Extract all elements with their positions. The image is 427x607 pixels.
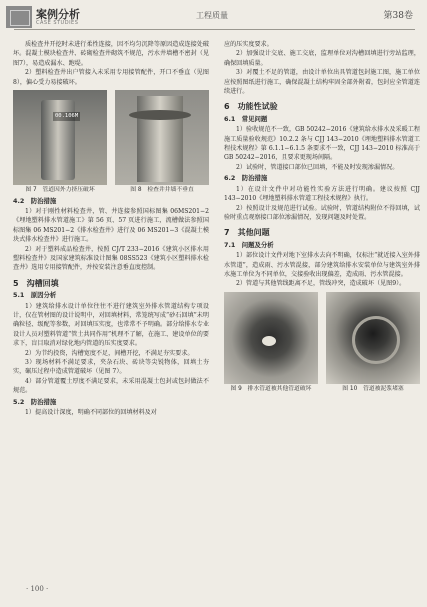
category-title: 案例分析 — [36, 8, 80, 21]
section-heading: 6 功能性试验 — [224, 102, 278, 112]
paragraph: 1）部位设计文件对地下室排水去向不明确，仅标注“就近接入室外排水管道”，造成雨、污水管混接，部分建筑给排水安装单位与建筑室外排水施工单位为不同单位，交接验收出现偏差，造成雨、污水管混接。 — [224, 252, 420, 278]
section-heading: 6.2 防治措施 — [224, 174, 268, 183]
paragraph: 2）对于塑料成品检查井，按照 CJ/T 233−2016《建筑小区排水用塑料检查井》及国家建筑标准设计图集 08SS523《建筑小区塑料排水检查井》选用专用接管配件，并按安装注意垂直度控制。 — [13, 245, 209, 272]
paragraph: 3）对覆土不足的管道，由设计单位出具管道包封施工图，施工单位应按照图纸进行施工，确保混凝土结构牢固全部外附着，包封应全管道连续进行。 — [224, 69, 420, 96]
manhole-photo — [115, 90, 209, 185]
paragraph: 2）试验时，管道接口部位已回填，不能及时发现渗漏情况。 — [236, 163, 399, 171]
paragraph: 2）按照设计及规范进行试验。试验时，管道结构附位不得回填，试验时重点观察接口部位渗漏情况，发现问题及时处置。 — [224, 204, 420, 221]
manhole-shaft-icon — [137, 96, 183, 182]
section-heading: 7.1 问题及分析 — [224, 240, 274, 249]
figure-7 — [13, 90, 107, 195]
volume-number: 第38卷 — [383, 11, 413, 21]
paragraph: 3）现场材料不满足要求，夹杂石块、砖块等尖锐物体，回填土夯实，碾压过程中造成管道破坏（见图 7）。 — [13, 359, 209, 376]
header-divider — [14, 29, 415, 30]
page-number: · 100 · — [26, 585, 49, 593]
pipe-ring-icon — [352, 316, 400, 364]
paragraph: 2）加强设计交底、施工交底，监理单位对沟槽回填进行旁站监理，确保回填质量。 — [224, 50, 420, 67]
paragraph: 4）部分管道覆土厚度不满足要求，未采用混凝土包封或包封做法不规范。 — [13, 377, 209, 395]
section-heading: 4.2 防治措施 — [13, 196, 57, 205]
manhole-ring-icon — [129, 110, 191, 120]
right-column — [224, 40, 420, 394]
section-heading: 5 沟槽回填 — [13, 278, 59, 288]
figure-caption: 图 10 管道被泥浆堵塞 — [342, 385, 404, 392]
paragraph: 应的压实度要求。 — [224, 41, 273, 48]
section-heading: 5.1 原因分析 — [13, 291, 57, 300]
figure-caption: 图 7 管道因外力挤压破坏 — [25, 187, 95, 194]
pipe-damage-photo — [13, 90, 107, 185]
paragraph: 1）在设计文件中对功能性实验方法进行明确。建议按照 CJJ 143−2010《埋地塑料排水管道工程技术规程》执行。 — [224, 185, 420, 203]
category-subtitle: CASE STUDIES — [36, 20, 79, 26]
page-header — [0, 0, 427, 36]
figure-8 — [115, 90, 209, 195]
section-heading: 5.2 防治措施 — [13, 397, 57, 406]
pipe-blockage-photo — [326, 292, 420, 384]
paragraph: 2）管道与其他管线距离不足，管线冲突，造成破坏（见图9）。 — [236, 280, 406, 288]
figure-caption: 图 8 检查井井墙不垂直 — [130, 187, 194, 194]
photo-measure-label: 00.106M — [53, 112, 80, 121]
figure-9 — [224, 292, 318, 394]
paragraph: 1）对于刚性材料检查井，管、井连接参照国标图集 06MS201−2《埋地塑料排水管道施工》第 56 页、57 页进行施工，流槽做法参照国标图集 06 MS201−2《排水检查井》进行及 06 MS201−3《混凝土模块式排水检查井》进行施工。 — [13, 207, 209, 244]
paragraph: 1）建筑给排水设计单位往往不进行建筑室外排水管道结构专项设计，仅在管材图的设计说明中，对回填材料，常笼统写成“砂石回填”未明确粒径、级配等参数，对回填压实度，也常常不予明确。部分给排水专业设计人员对塑料管道“管土共同作用”机理不了解，在施工、建设单位的要求下，盲目取消对绿化地内管道的压实度要求。 — [13, 302, 209, 348]
figure-row — [13, 90, 209, 195]
paragraph: 2）为节约投资，沟槽宽度不足，间槽开挖，不满足夯实要求。 — [25, 349, 194, 357]
left-column — [13, 40, 209, 417]
journal-name: 工程质量 — [196, 11, 228, 20]
figure-row — [224, 292, 420, 394]
category-logo-icon — [6, 6, 32, 28]
paragraph: 2）塑料检查井出户管接入未采用专用接管配件，开口不垂直（见图8），偏心受力易接破坏。 — [13, 69, 209, 86]
paragraph: 质检查井开挖时未进行柔性连接，因不均匀沉降等原因造成连接处破坏。混凝土模块检查井、砖砌检查井砌筑不规范，污水井墙槽不密封（见图7），易造成漏水、跑堤。 — [13, 41, 209, 67]
damage-spot-icon — [262, 336, 276, 346]
pipe-interior-photo — [224, 292, 318, 384]
figure-10 — [326, 292, 420, 394]
section-heading: 6.1 常见问题 — [224, 114, 268, 123]
paragraph: 1）提高设计深度，明确不同部位的回填材料及对 — [25, 409, 157, 417]
paragraph: 1）验收规范不一致，GB 50242−2016《建筑给水排水及采暖工程施工质量验收规范》10.2.2 条与 CJJ 143−2010《埋地塑料排水管道工程技术规程》第 6.1.1−6.1.5 条要求不一致，CJJ 143−2010 标准高于 GB 50242−2016，且要求更现场间隔。 — [224, 126, 420, 162]
section-heading: 7 其他问题 — [224, 228, 270, 238]
figure-caption: 图 9 排水管道被其他管道破坏 — [230, 385, 312, 392]
